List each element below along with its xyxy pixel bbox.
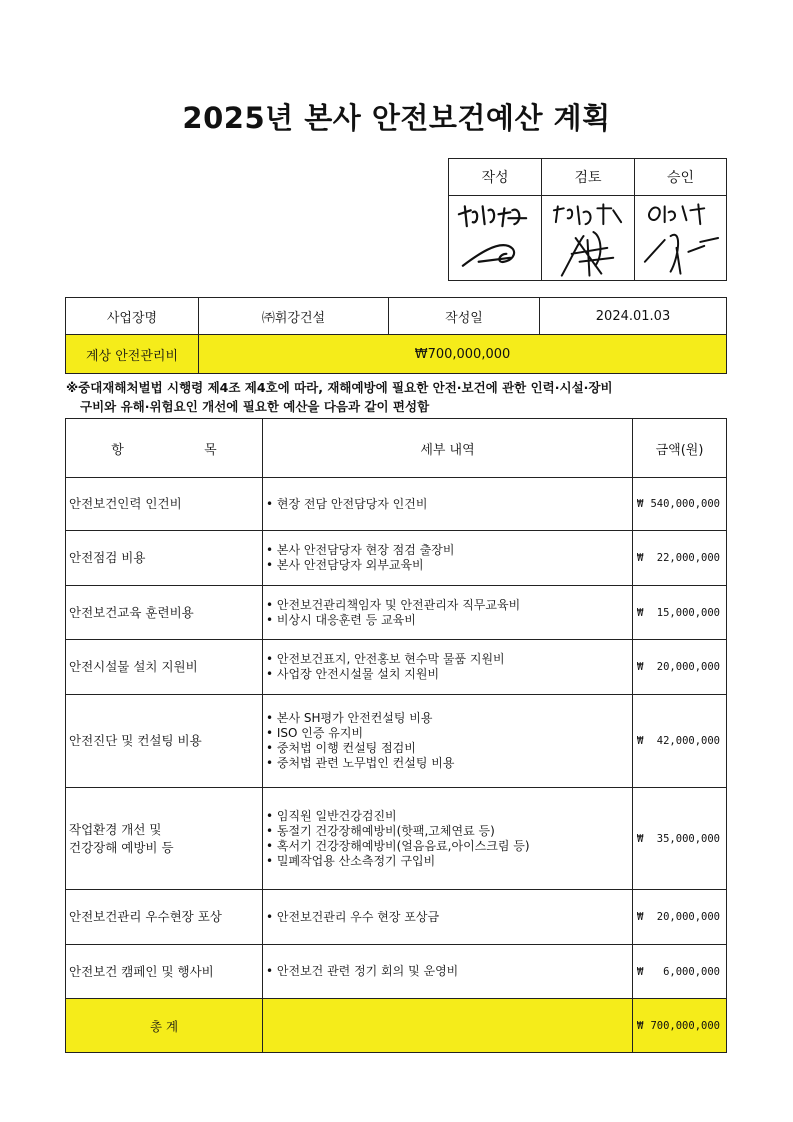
- info-table: [65, 297, 727, 374]
- row-amount: ₩ 20,000,000: [633, 890, 727, 945]
- row-category: 안전점검 비용: [66, 531, 263, 586]
- row-category: 작업환경 개선 및 건강장해 예방비 등: [66, 788, 263, 890]
- row-amount: ₩ 22,000,000: [633, 531, 727, 586]
- table-row: [66, 945, 727, 999]
- budget-label: 계상 안전관리비: [66, 335, 199, 374]
- budget-table: [65, 418, 727, 1053]
- row-amount: ₩ 35,000,000: [633, 788, 727, 890]
- row-amount: ₩ 540,000,000: [633, 478, 727, 531]
- approver-signature-drawing: [635, 196, 726, 280]
- date-label: 작성일: [389, 298, 540, 335]
- table-row: [66, 890, 727, 945]
- row-details: • 안전보건관리 우수 현장 포상금: [263, 890, 633, 945]
- approval-box: [448, 158, 727, 281]
- row-category: 안전시설물 설치 지원비: [66, 640, 263, 695]
- notice-line-2: 구비와 유해·위험요인 개선에 필요한 예산을 다음과 같이 편성함: [80, 399, 430, 414]
- row-category: 안전진단 및 컨설팅 비용: [66, 695, 263, 788]
- approval-header-approver: 승인: [635, 159, 727, 196]
- header-amount: 금액(원): [633, 419, 727, 478]
- row-details: • 현장 전담 안전담당자 인건비: [263, 478, 633, 531]
- table-row: [66, 788, 727, 890]
- row-details: • 안전보건관리책임자 및 안전관리자 직무교육비 • 비상시 대응훈련 등 교육비: [263, 586, 633, 640]
- header-item: [66, 419, 263, 478]
- row-category: 안전보건교육 훈련비용: [66, 586, 263, 640]
- table-row: [66, 695, 727, 788]
- row-details: • 안전보건표지, 안전홍보 현수막 물품 지원비 • 사업장 안전시설물 설치 지원비: [263, 640, 633, 695]
- row-category: 안전보건 캠페인 및 행사비: [66, 945, 263, 999]
- reviewer-signature-drawing: [542, 196, 634, 280]
- header-item-char-2: 목: [204, 442, 217, 458]
- approval-header-reviewer: 검토: [542, 159, 635, 196]
- author-signature-drawing: [449, 196, 541, 280]
- legal-notice: [66, 378, 746, 416]
- date-value: 2024.01.03: [540, 298, 727, 335]
- table-row: [66, 640, 727, 695]
- row-details: • 본사 안전담당자 현장 점검 출장비 • 본사 안전담당자 외부교육비: [263, 531, 633, 586]
- row-amount: ₩ 15,000,000: [633, 586, 727, 640]
- header-item-char-1: 항: [111, 442, 124, 458]
- table-header-row: [66, 419, 727, 478]
- approver-signature: [635, 196, 727, 281]
- total-amount: ₩ 700,000,000: [633, 999, 727, 1053]
- row-amount: ₩ 20,000,000: [633, 640, 727, 695]
- reviewer-signature: [542, 196, 635, 281]
- table-row: [66, 586, 727, 640]
- header-detail: 세부 내역: [263, 419, 633, 478]
- row-amount: ₩ 6,000,000: [633, 945, 727, 999]
- site-name-value: ㈜휘강건설: [199, 298, 389, 335]
- total-row: [66, 999, 727, 1053]
- row-category: 안전보건관리 우수현장 포상: [66, 890, 263, 945]
- row-details: • 임직원 일반건강검진비 • 동절기 건강장해예방비(핫팩,고체연료 등) • 혹서기 건강장해예방비(얼음음료,아이스크림 등) • 밀폐작업용 산소측정기 구입비: [263, 788, 633, 890]
- row-details: • 안전보건 관련 정기 회의 및 운영비: [263, 945, 633, 999]
- total-label: 총 계: [66, 999, 263, 1053]
- budget-value: ₩700,000,000: [199, 335, 727, 374]
- site-name-label: 사업장명: [66, 298, 199, 335]
- row-details: • 본사 SH평가 안전컨설팅 비용 • ISO 인증 유지비 • 중처법 이행 컨설팅 점검비 • 중처법 관련 노무법인 컨설팅 비용: [263, 695, 633, 788]
- table-row: [66, 531, 727, 586]
- row-category: 안전보건인력 인건비: [66, 478, 263, 531]
- row-amount: ₩ 42,000,000: [633, 695, 727, 788]
- total-detail-empty: [263, 999, 633, 1053]
- table-row: [66, 478, 727, 531]
- notice-line-1: ※중대재해처벌법 시행령 제4조 제4호에 따라, 재해예방에 필요한 안전·보건에 관한 인력·시설·장비: [66, 380, 613, 395]
- page-title: 2025년 본사 안전보건예산 계획: [182, 101, 611, 135]
- approval-header-author: 작성: [449, 159, 542, 196]
- author-signature: [449, 196, 542, 281]
